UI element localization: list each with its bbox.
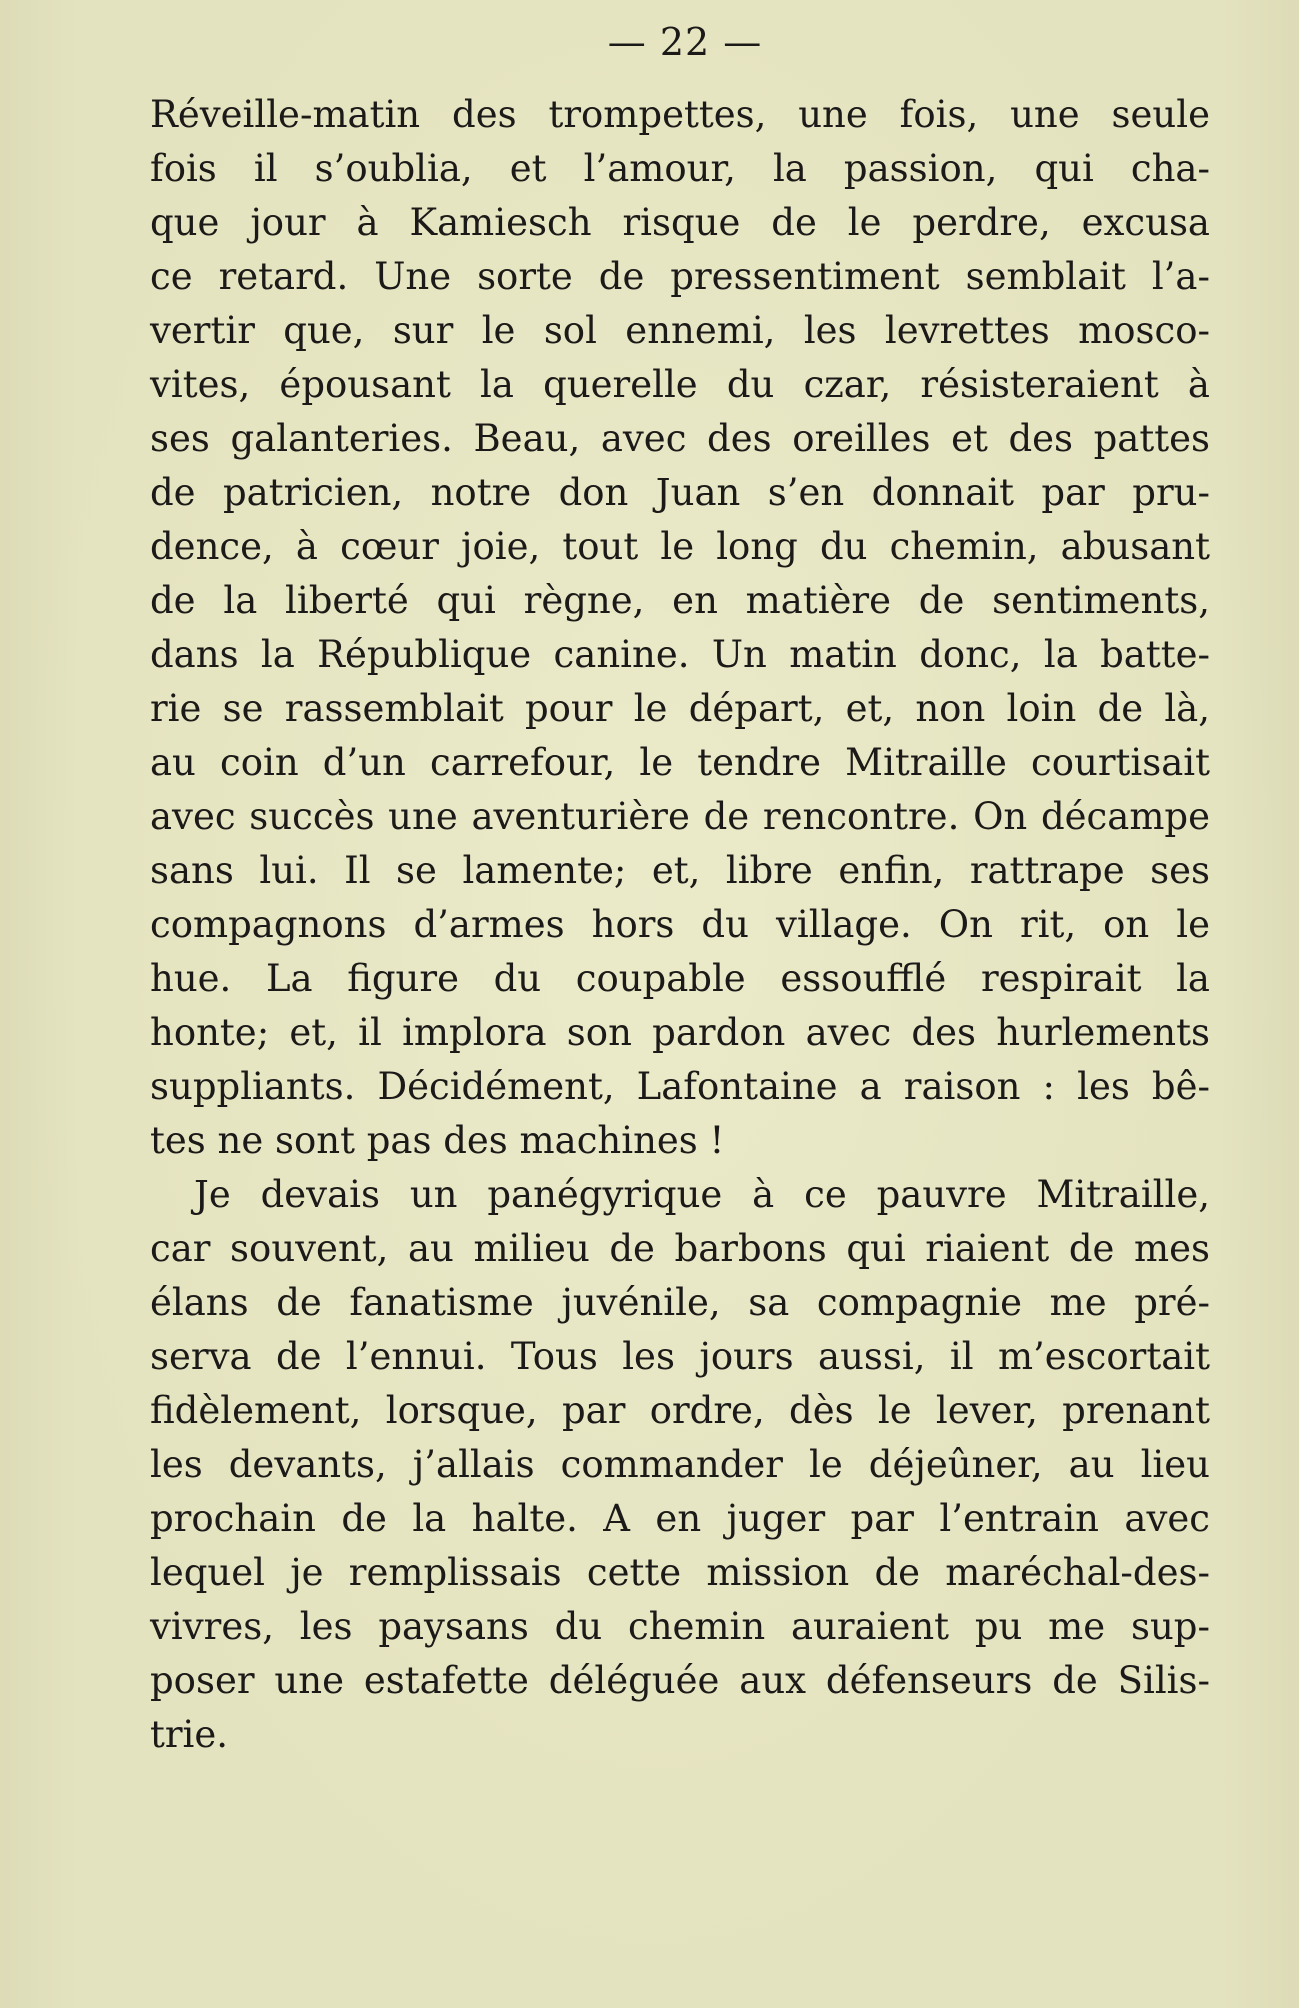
text-line: ce retard. Une sorte de pressentiment semblait l’a-: [150, 255, 1210, 298]
text-line: poser une estafette déléguée aux défenseurs de Silis-: [150, 1659, 1210, 1702]
text-line: fois il s’oublia, et l’amour, la passion, qui cha-: [150, 147, 1210, 190]
text-line: que jour à Kamiesch risque de le perdre, excusa: [150, 201, 1210, 244]
text-line: dans la République canine. Un matin donc, la batte-: [150, 633, 1210, 676]
text-line: trie.: [150, 1713, 229, 1756]
text-line: vivres, les paysans du chemin auraient pu me sup-: [150, 1605, 1210, 1648]
text-line: lequel je remplissais cette mission de maréchal-des-: [150, 1551, 1210, 1594]
text-line: rie se rassemblait pour le départ, et, non loin de là,: [150, 687, 1210, 730]
text-line: car souvent, au milieu de barbons qui riaient de mes: [150, 1227, 1210, 1270]
text-line: serva de l’ennui. Tous les jours aussi, il m’escortait: [150, 1335, 1210, 1378]
body-text: [150, 88, 1210, 1762]
page-number: — 22 —: [607, 20, 763, 64]
paragraph: [150, 1168, 1210, 1762]
text-line: Réveille-matin des trompettes, une fois, une seule: [150, 93, 1210, 136]
text-line: avec succès une aventurière de rencontre. On décampe: [150, 795, 1210, 838]
text-line: vertir que, sur le sol ennemi, les levrettes mosco-: [150, 309, 1210, 352]
text-line: au coin d’un carrefour, le tendre Mitraille courtisait: [150, 741, 1210, 784]
text-line: suppliants. Décidément, Lafontaine a raison : les bê-: [150, 1065, 1210, 1108]
text-line: ses galanteries. Beau, avec des oreilles et des pattes: [150, 417, 1210, 460]
text-line: les devants, j’allais commander le déjeûner, au lieu: [150, 1443, 1210, 1486]
text-line: Je devais un panégyrique à ce pauvre Mitraille,: [194, 1173, 1210, 1216]
text-line: de patricien, notre don Juan s’en donnait par pru-: [150, 471, 1210, 514]
text-line: tes ne sont pas des machines !: [150, 1119, 725, 1162]
text-line: vites, épousant la querelle du czar, résisteraient à: [150, 363, 1210, 406]
text-line: sans lui. Il se lamente; et, libre enfin, rattrape ses: [150, 849, 1210, 892]
text-line: élans de fanatisme juvénile, sa compagnie me pré-: [150, 1281, 1210, 1324]
text-line: dence, à cœur joie, tout le long du chemin, abusant: [150, 525, 1210, 568]
text-line: hue. La figure du coupable essoufflé respirait la: [150, 957, 1210, 1000]
text-line: prochain de la halte. A en juger par l’entrain avec: [150, 1497, 1210, 1540]
text-line: compagnons d’armes hors du village. On rit, on le: [150, 903, 1210, 946]
text-line: de la liberté qui règne, en matière de sentiments,: [150, 579, 1210, 622]
paragraph: [150, 88, 1210, 1168]
text-line: fidèlement, lorsque, par ordre, dès le lever, prenant: [150, 1389, 1210, 1432]
text-line: honte; et, il implora son pardon avec des hurlements: [150, 1011, 1210, 1054]
